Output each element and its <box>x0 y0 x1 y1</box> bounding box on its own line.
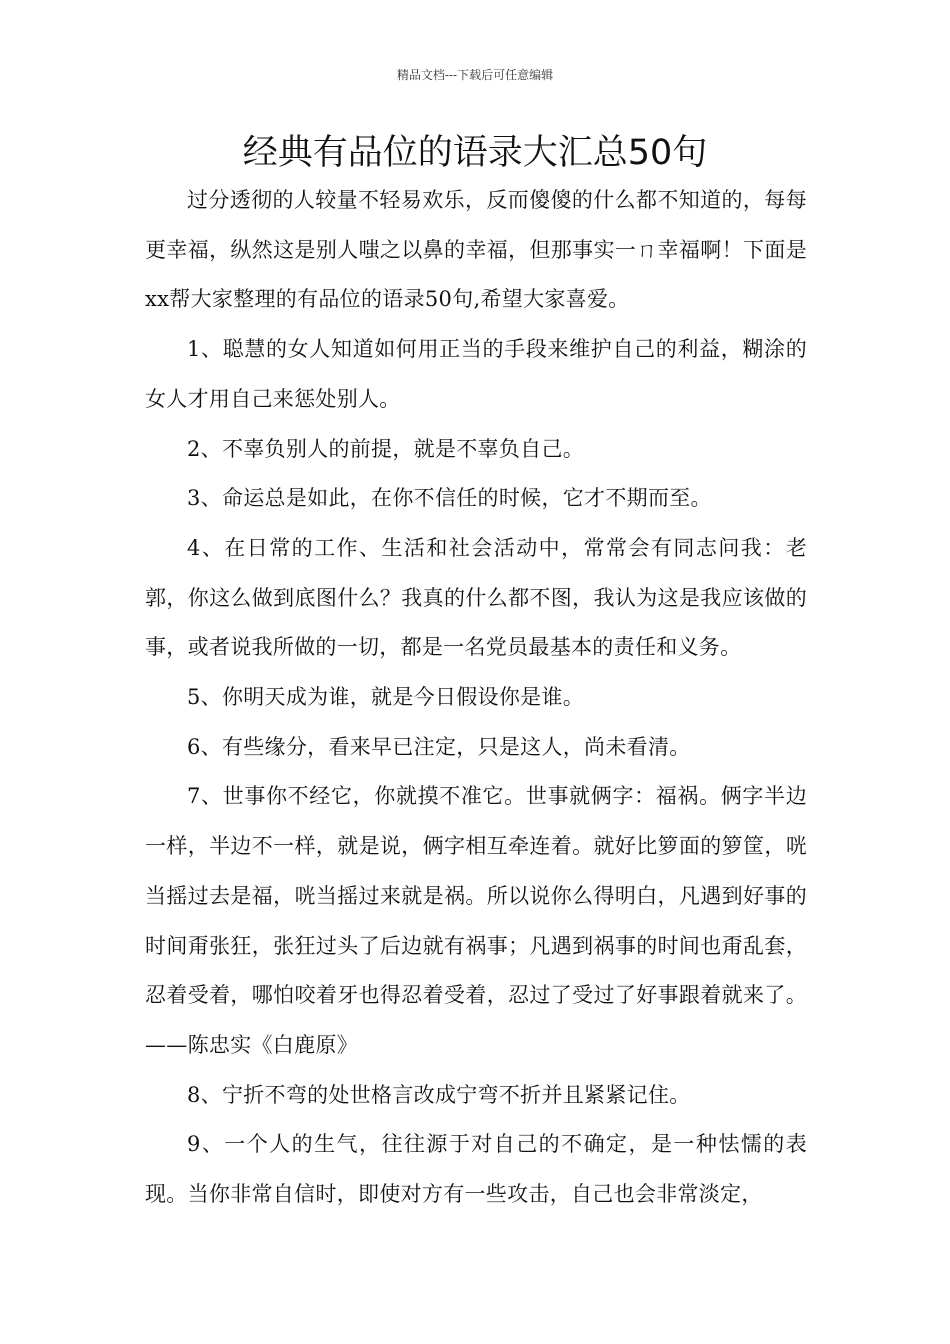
quote-paragraph-9: 9、一个人的生气，往往源于对自己的不确定，是一种怯懦的表现。当你非常自信时，即使对方有一些攻击，自己也会非常淡定， <box>145 1132 807 1207</box>
header-note: 精品文档---下载后可任意编辑 <box>396 68 554 82</box>
quote-paragraph-3: 3、命运总是如此，在你不信任的时候，它才不期而至。 <box>187 486 712 511</box>
quote-paragraph-7: 7、世事你不经它，你就摸不准它。世事就俩字：福祸。俩字半边一样，半边不一样，就是说，俩字相互牵连着。就好比箩面的箩筐，咣当摇过去是福，咣当摇过来就是祸。所以说你么得明白，凡遇到好事的时间甭张狂，张狂过头了后边就有祸事；凡遇到祸事的时间也甭乱套，忍着受着，哪怕咬着牙也得忍着受着，忍过了受过了好事跟着就来了。——陈忠实《白鹿原》 <box>145 784 807 1057</box>
quote-paragraph-4: 4、在日常的工作、生活和社会活动中，常常会有同志问我：老郭，你这么做到底图什么？我真的什么都不图，我认为这是我应该做的事，或者说我所做的一切，都是一名党员最基本的责任和义务。 <box>145 535 807 660</box>
quote-paragraph-8: 8、宁折不弯的处世格言改成宁弯不折并且紧紧记住。 <box>187 1082 691 1107</box>
quote-paragraph-1: 1、聪慧的女人知道如何用正当的手段来维护自己的利益，糊涂的女人才用自己来惩处别人。 <box>145 337 807 411</box>
body-text <box>145 176 807 1220</box>
quote-paragraph-2: 2、不辜负别人的前提，就是不辜负自己。 <box>187 436 585 461</box>
quote-paragraph-5: 5、你明天成为谁，就是今日假设你是谁。 <box>187 685 585 710</box>
intro-paragraph: 过分透彻的人较量不轻易欢乐，反而傻傻的什么都不知道的，每每更幸福，纵然这是别人嗤之以鼻的幸福，但那事实一ㄇ幸福啊！下面是xx帮大家整理的有品位的语录50句,希望大家喜爱。 <box>145 188 807 312</box>
quote-paragraph-6: 6、有些缘分，看来早已注定，只是这人，尚未看清。 <box>187 734 691 759</box>
document-title: 经典有品位的语录大汇总50句 <box>242 133 708 173</box>
